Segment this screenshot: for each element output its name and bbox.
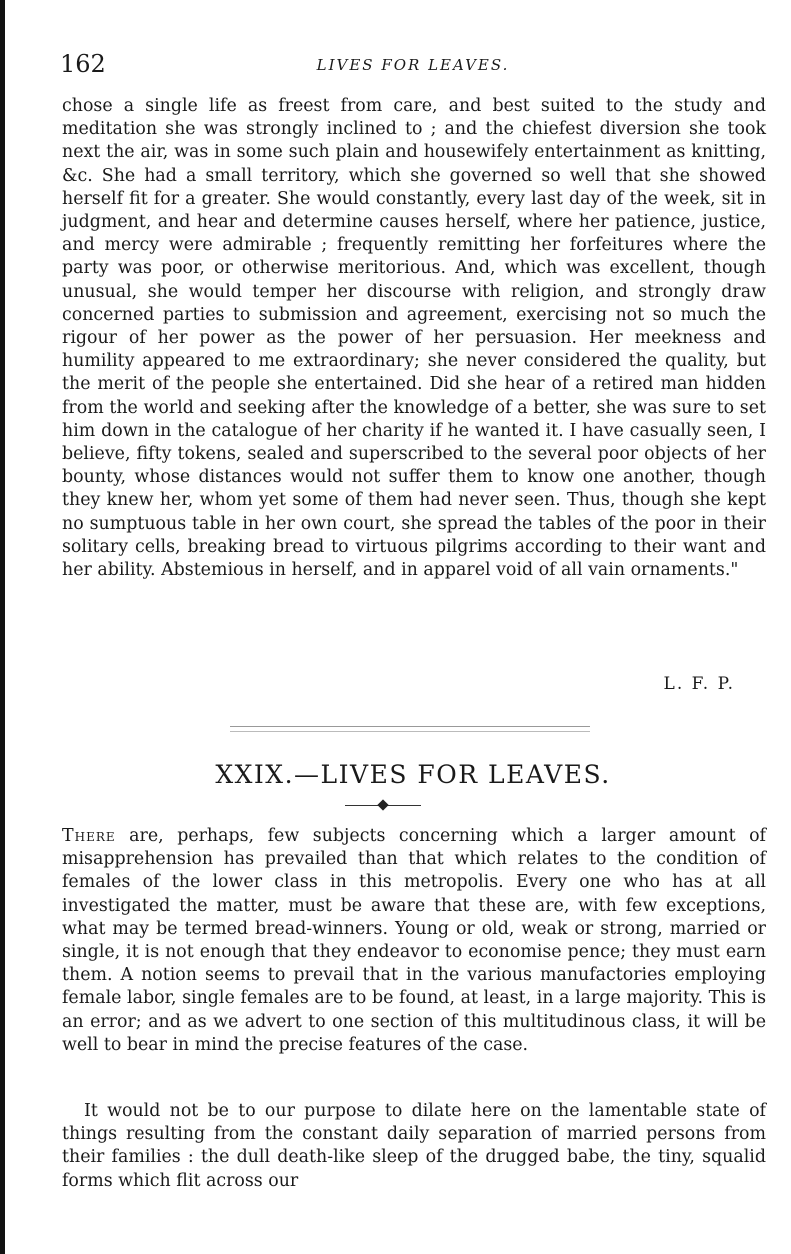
article-paragraph-2: It would not be to our purpose to dilate here on the lamentable state of things resulting from the constant daily separation of married persons from their families : the dull death-like sleep of the drugged babe, the tiny, squalid forms which flit across our xyxy=(62,1101,766,1191)
running-head: LIVES FOR LEAVES. xyxy=(316,56,510,74)
continued-paragraph: chose a single life as freest from care, and best suited to the study and meditation she was strongly inclined to ; and the chiefest diversion she took next the air, was in some such plain and housewifely entertainment as knitting, &c. She had a small territory, which she governed so well that she showed herself fit for a greater. She would constantly, every last day of the week, sit in judgment, and hear and determine causes herself, where her patience, justice, and mercy were admirable ; frequently remitting her forfeitures where the party was poor, or otherwise meritorious. And, which was excellent, though unusual, she would temper her discourse with religion, and strongly draw concerned parties to submission and agreement, exercising not so much the rigour of her power as the power of her persuasion. Her meekness and humility appeared to me extraordinary; she never considered the quality, but the merit of the people she entertained. Did she hear of a retired man hidden from the world and seeking after the knowledge of a better, she was sure to set him down in the catalogue of her charity if he wanted it. I have casually seen, I believe, fifty tokens, sealed and superscribed to the several poor objects of her bounty, whose distances would not suffer them to know one another, though they knew her, whom yet some of them had never seen. Thus, though she kept no sumptuous table in her own court, she spread the tables of the poor in their solitary cells, breaking bread to virtuous pilgrims according to their want and her ability. Abstemious in herself, and in apparel void of all vain ornaments." xyxy=(62,96,766,581)
page-header xyxy=(60,50,766,80)
article-title: XXIX.—LIVES FOR LEAVES. xyxy=(215,760,611,789)
title-ornament xyxy=(345,800,421,812)
ornament-diamond xyxy=(377,799,388,810)
page-edge-rule xyxy=(0,0,5,1254)
section-divider xyxy=(230,726,590,732)
author-signature: L. F. P. xyxy=(663,674,735,694)
drop-word: There xyxy=(62,826,116,846)
article-paragraph-1-text: are, perhaps, few subjects concerning which a larger amount of misapprehension has prevailed than that which relates to the condition of females of the lower class in this metropolis. Every one who has at all investigated the matter, must be aware that these are, with few exceptions, what may be termed bread-winners. Young or old, weak or strong, married or single, it is not enough that they endeavor to economise pence; they must earn them. A notion seems to prevail that in the various manufactories employing female labor, single females are to be found, at least, in a large majority. This is an error; and as we advert to one section of this multitudinous class, it will be well to bear in mind the precise features of the case. xyxy=(62,826,766,1055)
page-number: 162 xyxy=(60,50,106,78)
article-paragraph-1 xyxy=(62,825,766,1057)
